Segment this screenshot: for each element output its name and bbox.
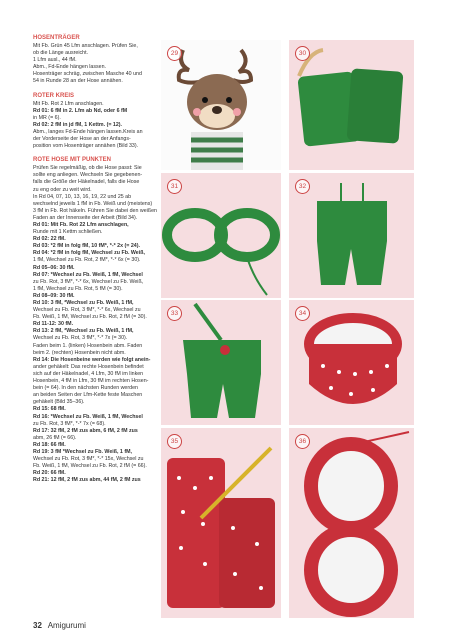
text-line: Wechsel zu Fb. Rot, 3 fM*, *-* 15x, Wechsel zu	[33, 456, 144, 463]
photo-31	[161, 173, 281, 298]
text-line: Hosenträger schräg, zwischen Masche 40 und	[33, 71, 142, 78]
photo-36	[289, 428, 414, 618]
text-line: Rd 08–09: 30 fM.	[33, 292, 75, 299]
text-line: Rd 02: 22 fM.	[33, 236, 66, 243]
text-line: Rd 11-12: 30 fM.	[33, 321, 74, 328]
text-line: Rd 15: 68 fM.	[33, 406, 66, 413]
step-number: 33	[167, 306, 182, 321]
text-line: ob die Länge ausreicht.	[33, 50, 89, 57]
text-line: falls die Größe der Häkelnadel, falls die Hose	[33, 179, 140, 186]
text-line: beim 2. (rechten) Hosenbein nicht abm.	[33, 349, 126, 356]
photo-33	[161, 300, 281, 425]
text-line: Rd 07: *Wechsel zu Fb. Weiß, 1 fM, Wechsel	[33, 271, 143, 278]
text-line: Rd 17: 32 fM, 2 fM zus abm, 6 fM, 2 fM zus	[33, 427, 138, 434]
red-leg-hook-image	[161, 428, 281, 618]
text-line: gehäkelt (Bild 35–36).	[33, 399, 85, 406]
step-number: 34	[295, 306, 310, 321]
text-line: Rd 01: 6 fM in 2. Lfm ab Nd, oder 6 fM	[33, 107, 128, 114]
step-number: 36	[295, 434, 310, 449]
section-hosentraeger	[33, 34, 168, 86]
text-line: Wechsel zu Fb. Rot, 3 fM*, *-* 7x (= 30).	[33, 335, 128, 342]
text-line: Rd 19: 3 fM *Wechsel zu Fb. Weiß, 1 fM,	[33, 448, 132, 455]
text-line: Rd 01: Mit Fb. Rot 22 Lfm anschlagen,	[33, 221, 129, 228]
text-line: sollte eng anliegen. Wechseln Sie gegebenen-	[33, 172, 143, 179]
text-line: Mit Fb. Rot 2 Lfm anschlagen.	[33, 100, 104, 107]
text-line: Hosenbein, 4 fM in Lfm, 30 fM im rechten Hosen-	[33, 378, 149, 385]
text-line: position vom Hosenträger annähen (Bild 33).	[33, 143, 139, 150]
text-line: Rd 02: 2 fM in jd fM, 1 Kettm. (= 12).	[33, 121, 123, 128]
text-line: Fb. Weiß, 1 fM, Wechsel zu Fb. Rot, 2 fM (= 30).	[33, 314, 147, 321]
text-line: 1 Lfm ausl., 44 fM.	[33, 57, 77, 64]
text-line: Rd 10: 3 fM, *Wechsel zu Fb. Weiß, 1 fM,	[33, 300, 134, 306]
text-line: Faden an der Innenseite der Arbeit (Bild 34).	[33, 214, 138, 221]
step-number: 30	[295, 46, 310, 61]
text-line: In Rd 04, 07, 10, 13, 16, 19, 22 und 25 ab	[33, 193, 132, 200]
photo-32	[289, 173, 414, 298]
text-line: in MR (= 6).	[33, 114, 61, 121]
step-number: 29	[167, 46, 182, 61]
text-line: Fb. Weiß, 1 fM, Wechsel zu Fb. Rot, 2 fM (= 66).	[33, 463, 147, 470]
text-line: Prüfen Sie regelmäßig, ob die Hose passt: Sie	[33, 165, 142, 172]
text-line: 1 fM, Wechsel zu Fb. Rot, 5 fM (= 30).	[33, 285, 123, 292]
text-line: Rd 13: 2 fM, *Wechsel zu Fb. Weiß, 1 fM,	[33, 328, 134, 335]
text-line: 1 fM, Wechsel zu Fb. Rot, 2 fM*, *-* 6x (= 30).	[33, 257, 141, 264]
text-line: bein (= 64). In den nächsten Runden werden	[33, 385, 138, 392]
text-line: ander gehäkelt: Das rechte Hosenbein befindet	[33, 363, 144, 370]
text-line: Rd 03: *2 fM in folg fM, 10 fM*, *-* 2x (= 24).	[33, 243, 140, 250]
photo-30	[289, 40, 414, 170]
section-roter-kreis	[33, 92, 168, 151]
text-line: sich auf der Häkelnadel, 4 Lfm, 30 fM im linken	[33, 370, 144, 377]
text-line: wechselnd jeweils 1 fM in Fb. Weiß und (meistens)	[33, 200, 153, 207]
text-line: Rd 14: Die Hosenbeine werden wie folgt anein-	[33, 356, 151, 363]
green-pants-leg-image	[289, 40, 414, 170]
page-footer	[33, 621, 86, 630]
page-number: 32	[33, 621, 42, 630]
text-line: an beiden Seiten der Lfm-Kette feste Maschen	[33, 392, 143, 399]
section-rote-hose	[33, 156, 168, 484]
text-line: Rd 16: *Wechsel zu Fb. Weiß, 1 fM, Wechsel	[33, 413, 143, 420]
red-joined-legs-image	[289, 428, 414, 618]
text-line: Wechsel zu Fb. Rot, 3 fM*, *-* 6x, Wechsel zu	[33, 307, 141, 314]
text-line: Rd 21: 12 fM, 2 fM zus abm, 44 fM, 2 fM zus	[33, 477, 141, 484]
step-number: 32	[295, 179, 310, 194]
text-line: 54 in Runde 28 an der Hose annähen.	[33, 78, 123, 85]
text-line: zu Fb. Rot, 3 fM*, *-* 7x (= 68).	[33, 420, 106, 427]
text-line: Abm., Fd-Ende hängen lassen.	[33, 64, 107, 71]
text-line: der Vorderseite der Hose an der Anfangs-	[33, 136, 131, 143]
instruction-lines	[33, 165, 168, 484]
step-number: 31	[167, 179, 182, 194]
section-heading: HOSENTRÄGER	[33, 35, 80, 41]
text-line: Mit Fb. Grün 45 Lfm anschlagen. Prüfen Sie,	[33, 43, 138, 49]
step-number: 35	[167, 434, 182, 449]
photo-29	[161, 40, 281, 170]
text-line: Runde mit 1 Kettm schließen.	[33, 229, 103, 236]
text-line: abm, 26 fM (= 66).	[33, 434, 77, 441]
section-heading: ROTER KREIS	[33, 92, 75, 99]
text-column	[33, 34, 168, 490]
text-line: Rd 20: 66 fM.	[33, 470, 66, 477]
text-line: Abm., langes Fd-Ende hängen lassen.Kreis an	[33, 128, 143, 135]
text-line: 3 fM in Fb. Rot häkeln. Führen Sie dabei den weißen	[33, 207, 157, 214]
photo-35	[161, 428, 281, 618]
text-line: Rd 05–06: 30 fM.	[33, 264, 75, 271]
section-heading: ROTE HOSE MIT PUNKTEN	[33, 157, 112, 164]
text-line: Rd 04: *2 fM in folg fM, Wechsel zu Fb. Weiß,	[33, 250, 145, 257]
text-line: Rd 18: 66 fM.	[33, 441, 66, 448]
text-line: zu eng oder zu weit wird.	[33, 186, 92, 193]
text-line: zu Fb. Rot, 3 fM*, *-* 6x, Wechsel zu Fb. Weiß,	[33, 278, 144, 285]
footer-title: Amigurumi	[47, 621, 86, 630]
photo-34	[289, 300, 414, 425]
text-line: Faden beim 1. (linken) Hosenbein abm. Faden	[33, 342, 143, 349]
